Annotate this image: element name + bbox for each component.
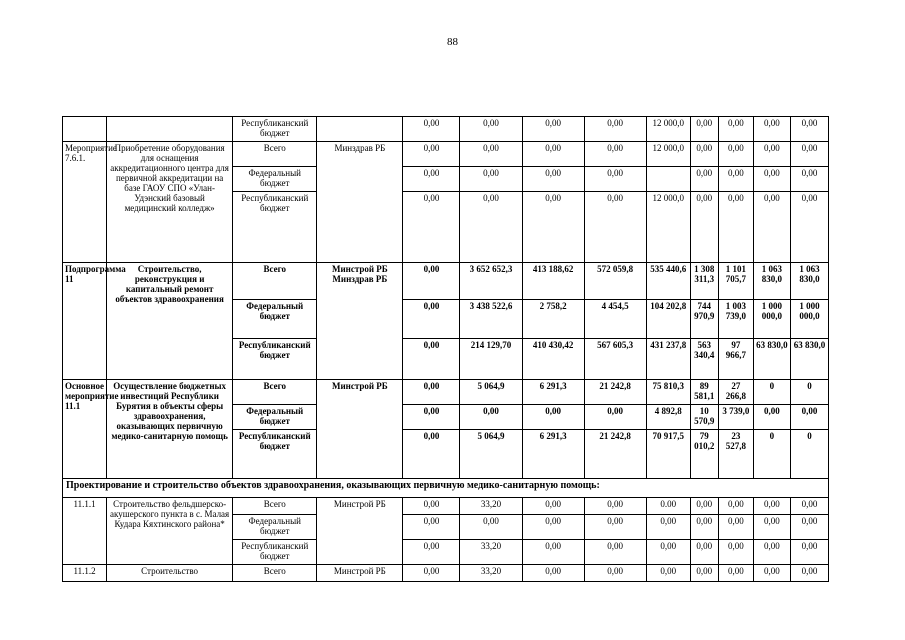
executor: Минстрой РБ [317, 498, 403, 565]
value-cell: 0,00 [584, 167, 646, 192]
value-cell: 0 [790, 430, 828, 479]
row-name [107, 117, 233, 142]
page-number: 88 [447, 36, 458, 48]
value-cell: 0,00 [403, 515, 460, 540]
row-name: Приобретение оборудования для оснащения аккредитационного центра для первичной аккредитации на базе ГАОУ СПО «Улан-Удэнский базовый медицинский колледж» [107, 142, 233, 263]
value-cell: 0,00 [690, 117, 718, 142]
value-cell: 0,00 [460, 142, 522, 167]
value-cell: 535 440,6 [646, 263, 690, 300]
row-code: 11.1.1 [63, 498, 107, 565]
value-cell: 21 242,8 [584, 430, 646, 479]
funding-type: Республиканский бюджет [233, 117, 317, 142]
value-cell: 0,00 [753, 117, 790, 142]
row-code: Подпрограмма 11 [63, 263, 107, 380]
value-cell: 0,00 [584, 515, 646, 540]
funding-type: Республиканский бюджет [233, 430, 317, 479]
value-cell: 0,00 [718, 117, 753, 142]
value-cell: 0,00 [403, 565, 460, 582]
value-cell: 0,00 [403, 167, 460, 192]
value-cell: 6 291,3 [522, 430, 584, 479]
executor: Минстрой РБ [317, 380, 403, 479]
value-cell: 4 892,8 [646, 405, 690, 430]
value-cell: 0,00 [790, 515, 828, 540]
value-cell: 567 605,3 [584, 339, 646, 380]
value-cell: 0,00 [522, 192, 584, 263]
value-cell: 0,00 [790, 540, 828, 565]
value-cell: 744 970,9 [690, 300, 718, 339]
value-cell: 10 570,9 [690, 405, 718, 430]
value-cell: 6 291,3 [522, 380, 584, 405]
value-cell: 0,00 [790, 117, 828, 142]
row-name: Строительство фельдшерско-акушерского пункта в с. Малая Кудара Кяхтинского района* [107, 498, 233, 565]
value-cell: 0,00 [460, 515, 522, 540]
value-cell: 0,00 [522, 142, 584, 167]
value-cell: 3 739,0 [718, 405, 753, 430]
value-cell: 0,00 [403, 142, 460, 167]
value-cell: 0,00 [584, 498, 646, 515]
value-cell: 5 064,9 [460, 430, 522, 479]
row-name: Осуществление бюджетных инвестиций Республики Бурятия в объекты сферы здравоохранения, оказывающих первичную медико-санитарную помощь [107, 380, 233, 479]
value-cell: 0,00 [646, 515, 690, 540]
value-cell: 5 064,9 [460, 380, 522, 405]
value-cell: 0,00 [718, 540, 753, 565]
value-cell: 0,00 [522, 565, 584, 582]
value-cell: 0,00 [690, 142, 718, 167]
executor: Минстрой РБ Минздрав РБ [317, 263, 403, 380]
value-cell: 0,00 [753, 405, 790, 430]
value-cell: 0,00 [753, 192, 790, 263]
value-cell: 63 830,0 [790, 339, 828, 380]
funding-type: Федеральный бюджет [233, 405, 317, 430]
value-cell: 0,00 [753, 515, 790, 540]
funding-type: Всего [233, 380, 317, 405]
value-cell: 0,00 [403, 300, 460, 339]
value-cell: 572 059,8 [584, 263, 646, 300]
value-cell: 0,00 [690, 565, 718, 582]
table-row [63, 479, 829, 498]
value-cell: 1 063 830,0 [790, 263, 828, 300]
value-cell: 0,00 [690, 192, 718, 263]
value-cell: 1 101 705,7 [718, 263, 753, 300]
value-cell: 0,00 [522, 515, 584, 540]
executor [317, 117, 403, 142]
table-row [63, 263, 829, 300]
value-cell: 431 237,8 [646, 339, 690, 380]
value-cell: 23 527,8 [718, 430, 753, 479]
value-cell: 70 917,5 [646, 430, 690, 479]
value-cell: 79 010,2 [690, 430, 718, 479]
row-name: Строительство [107, 565, 233, 582]
value-cell: 0,00 [790, 192, 828, 263]
executor: Минздрав РБ [317, 142, 403, 263]
value-cell: 0,00 [690, 515, 718, 540]
value-cell: 413 188,62 [522, 263, 584, 300]
value-cell: 0,00 [584, 540, 646, 565]
value-cell: 0,00 [522, 405, 584, 430]
value-cell: 0,00 [460, 167, 522, 192]
value-cell: 0,00 [403, 405, 460, 430]
table-row [63, 142, 829, 167]
value-cell: 0 [790, 380, 828, 405]
value-cell: 0,00 [584, 117, 646, 142]
value-cell: 0,00 [403, 540, 460, 565]
value-cell: 0,00 [584, 405, 646, 430]
funding-type: Всего [233, 263, 317, 300]
value-cell: 0,00 [690, 540, 718, 565]
value-cell: 21 242,8 [584, 380, 646, 405]
value-cell [646, 167, 690, 192]
value-cell: 1 063 830,0 [753, 263, 790, 300]
value-cell: 0,00 [522, 498, 584, 515]
funding-type: Республиканский бюджет [233, 192, 317, 263]
value-cell: 63 830,0 [753, 339, 790, 380]
value-cell: 33,20 [460, 498, 522, 515]
value-cell: 104 202,8 [646, 300, 690, 339]
value-cell: 0,00 [790, 142, 828, 167]
value-cell: 33,20 [460, 540, 522, 565]
value-cell: 3 438 522,6 [460, 300, 522, 339]
funding-type: Республиканский бюджет [233, 540, 317, 565]
value-cell: 0,00 [403, 380, 460, 405]
executor: Минстрой РБ [317, 565, 403, 582]
value-cell: 0,00 [584, 192, 646, 263]
value-cell: 0 [753, 430, 790, 479]
value-cell: 0,00 [718, 167, 753, 192]
value-cell: 0,00 [646, 565, 690, 582]
value-cell: 0,00 [690, 167, 718, 192]
value-cell: 0,00 [522, 540, 584, 565]
value-cell: 0,00 [718, 565, 753, 582]
value-cell: 0,00 [790, 565, 828, 582]
value-cell: 1 000 000,0 [753, 300, 790, 339]
table-row [63, 117, 829, 142]
funding-type: Всего [233, 498, 317, 515]
value-cell: 2 758,2 [522, 300, 584, 339]
value-cell: 0,00 [718, 498, 753, 515]
funding-type: Республиканский бюджет [233, 339, 317, 380]
value-cell: 0,00 [403, 117, 460, 142]
value-cell: 0,00 [403, 339, 460, 380]
value-cell: 0 [753, 380, 790, 405]
value-cell: 1 003 739,0 [718, 300, 753, 339]
row-code: Мероприятие 7.6.1. [63, 142, 107, 263]
value-cell: 410 430,42 [522, 339, 584, 380]
value-cell: 0.00 [646, 498, 690, 515]
value-cell: 0,00 [403, 498, 460, 515]
value-cell: 12 000,0 [646, 142, 690, 167]
table-row [63, 565, 829, 582]
table-row [63, 380, 829, 405]
value-cell: 0,00 [718, 142, 753, 167]
value-cell: 0,00 [753, 167, 790, 192]
value-cell: 0,00 [790, 167, 828, 192]
value-cell: 0,00 [403, 263, 460, 300]
row-code [63, 117, 107, 142]
value-cell: 0,00 [403, 192, 460, 263]
row-code: 11.1.2 [63, 565, 107, 582]
value-cell: 0,00 [753, 142, 790, 167]
value-cell: 12 000,0 [646, 117, 690, 142]
value-cell: 75 810,3 [646, 380, 690, 405]
value-cell: 27 266,8 [718, 380, 753, 405]
budget-table [62, 116, 829, 582]
value-cell: 0,00 [690, 498, 718, 515]
value-cell: 0,00 [790, 498, 828, 515]
value-cell: 97 966,7 [718, 339, 753, 380]
value-cell: 0,00 [790, 405, 828, 430]
funding-type: Всего [233, 142, 317, 167]
value-cell: 33,20 [460, 565, 522, 582]
value-cell: 0,00 [460, 405, 522, 430]
row-name: Строительство, реконструкция и капитальный ремонт объектов здравоохранения [107, 263, 233, 380]
value-cell: 0,00 [522, 117, 584, 142]
value-cell: 4 454,5 [584, 300, 646, 339]
value-cell: 0,00 [753, 540, 790, 565]
funding-type: Федеральный бюджет [233, 515, 317, 540]
funding-type: Федеральный бюджет [233, 167, 317, 192]
funding-type: Всего [233, 565, 317, 582]
row-code: Основное мероприятие 11.1 [63, 380, 107, 479]
value-cell: 0,00 [584, 565, 646, 582]
value-cell: 1 000 000,0 [790, 300, 828, 339]
value-cell: 12 000,0 [646, 192, 690, 263]
value-cell: 3 652 652,3 [460, 263, 522, 300]
value-cell: 0,00 [522, 167, 584, 192]
value-cell: 0,00 [460, 117, 522, 142]
value-cell: 563 340,4 [690, 339, 718, 380]
value-cell: 1 308 311,3 [690, 263, 718, 300]
value-cell: 0,00 [718, 192, 753, 263]
value-cell: 0,00 [753, 565, 790, 582]
funding-type: Федеральный бюджет [233, 300, 317, 339]
value-cell: 214 129,70 [460, 339, 522, 380]
value-cell: 0,00 [584, 142, 646, 167]
value-cell: 0,00 [753, 498, 790, 515]
table-row [63, 498, 829, 515]
section-heading: Проектирование и строительство объектов здравоохранения, оказывающих первичную медико-санитарную помощь: [63, 479, 829, 498]
value-cell: 89 581,1 [690, 380, 718, 405]
value-cell: 0,00 [718, 515, 753, 540]
value-cell: 0,00 [646, 540, 690, 565]
value-cell: 0,00 [403, 430, 460, 479]
value-cell: 0,00 [460, 192, 522, 263]
